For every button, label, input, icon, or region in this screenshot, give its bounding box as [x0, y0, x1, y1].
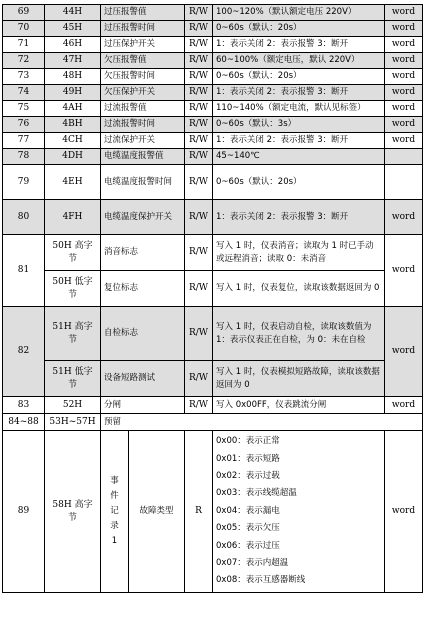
row-description: 1：表示关闭 2：表示报警 3：断开	[213, 133, 385, 149]
row-address: 48H	[45, 69, 101, 85]
row-number: 79	[3, 165, 45, 200]
row-number: 80	[3, 200, 45, 235]
row-address: 46H	[45, 37, 101, 53]
row-84-number: 84~88	[3, 414, 45, 431]
row-name: 过流保护开关	[101, 133, 185, 149]
row-description: 0~60s（默认：20s）	[213, 69, 385, 85]
fault-code-item: 0x05：表示欠压	[216, 523, 280, 534]
row-address: 4DH	[45, 149, 101, 165]
table-row-84	[3, 414, 423, 431]
row-81a-address: 50H 高字节	[45, 235, 101, 271]
table-row-89	[3, 431, 423, 593]
row-type: word	[385, 21, 423, 37]
table-row	[3, 165, 423, 200]
row-type: word	[385, 85, 423, 101]
row-83-rw: R/W	[185, 397, 213, 414]
row-address: 45H	[45, 21, 101, 37]
fault-code-item: 0x02：表示过载	[216, 470, 280, 481]
row-address: 4FH	[45, 200, 101, 235]
table-row	[3, 133, 423, 149]
row-81b-name: 复位标志	[101, 271, 185, 307]
row-type: word	[385, 101, 423, 117]
row-description: 0~60s（默认：20s）	[213, 21, 385, 37]
row-89-number: 89	[3, 431, 45, 593]
event-label-char: 1	[111, 536, 118, 546]
row-rw: R/W	[185, 21, 213, 37]
row-number: 69	[3, 5, 45, 21]
event-label-char: 事	[110, 476, 119, 486]
row-description: 110~140%（额定电流，默认见标签）	[213, 101, 385, 117]
row-81a-description: 写入 1 时，仪表消音；读取为 1 时已手动或远程消音；读取 0：未消音	[213, 235, 385, 271]
row-type: word	[385, 117, 423, 133]
row-type: word	[385, 53, 423, 69]
row-83-name: 分闸	[101, 397, 185, 414]
row-address: 4CH	[45, 133, 101, 149]
row-type: word	[385, 133, 423, 149]
event-label-char: 件	[110, 491, 119, 501]
row-rw: R/W	[185, 133, 213, 149]
table-row	[3, 21, 423, 37]
row-name: 过压保护开关	[101, 37, 185, 53]
row-89-type: word	[385, 431, 423, 593]
row-type: word	[385, 69, 423, 85]
table-row	[3, 69, 423, 85]
row-description: 1：表示关闭 2：表示报警 3：断开	[213, 200, 385, 235]
row-name: 欠压保护开关	[101, 85, 185, 101]
row-81b-description: 写入 1 时，仪表复位，读取该数据返回为 0	[213, 271, 385, 307]
register-table-body	[3, 5, 423, 235]
row-82b-name: 设备短路测试	[101, 361, 185, 397]
row-rw: R/W	[185, 69, 213, 85]
row-rw: R/W	[185, 53, 213, 69]
row-name: 电缆温度保护开关	[101, 200, 185, 235]
row-description: 1：表示关闭 2：表示报警 3：断开	[213, 37, 385, 53]
row-rw: R/W	[185, 85, 213, 101]
fault-code-item: 0x01：表示短路	[216, 453, 280, 464]
fault-code-item: 0x07：表示内超温	[216, 558, 289, 569]
row-name: 过压报警值	[101, 5, 185, 21]
row-rw: R/W	[185, 200, 213, 235]
row-name: 欠压报警时间	[101, 69, 185, 85]
table-row	[3, 53, 423, 69]
row-rw: R/W	[185, 5, 213, 21]
event-label-char: 录	[110, 521, 119, 531]
table-row	[3, 37, 423, 53]
row-82a-description: 写入 1 时，仪表启动自检，读取该数值为 1：表示仪表正在自检，为 0：未在自检	[213, 307, 385, 361]
row-number: 71	[3, 37, 45, 53]
row-address: 4AH	[45, 101, 101, 117]
row-address: 49H	[45, 85, 101, 101]
row-82a-name: 自检标志	[101, 307, 185, 361]
row-83-number: 83	[3, 397, 45, 414]
row-number: 78	[3, 149, 45, 165]
row-description: 0~60s（默认：20s）	[213, 165, 385, 200]
row-description: 60~100%（额定电压，默认 220V）	[213, 53, 385, 69]
row-81-type: word	[385, 235, 423, 307]
row-number: 73	[3, 69, 45, 85]
fault-code-item: 0x04：表示漏电	[216, 505, 280, 516]
row-81a-rw: R/W	[185, 235, 213, 271]
row-number: 76	[3, 117, 45, 133]
row-number: 70	[3, 21, 45, 37]
row-description: 0~60s（默认：3s）	[213, 117, 385, 133]
row-rw: R/W	[185, 117, 213, 133]
row-name: 电缆温度报警值	[101, 149, 185, 165]
row-type: word	[385, 37, 423, 53]
row-number: 74	[3, 85, 45, 101]
row-83-address: 52H	[45, 397, 101, 414]
event-label-char: 记	[110, 506, 119, 516]
row-82a-address: 51H 高字节	[45, 307, 101, 361]
row-82b-rw: R/W	[185, 361, 213, 397]
row-81b-address: 50H 低字节	[45, 271, 101, 307]
row-83-description: 写入 0x00FF，仪表跳流分闸	[213, 397, 385, 414]
row-84-address: 53H~57H	[45, 414, 101, 431]
row-description: 100~120%（默认额定电压 220V）	[213, 5, 385, 21]
row-number: 75	[3, 101, 45, 117]
row-84-name: 预留	[101, 414, 423, 431]
row-82a-rw: R/W	[185, 307, 213, 361]
row-address: 4BH	[45, 117, 101, 133]
row-type	[385, 149, 423, 165]
fault-code-item: 0x03：表示线缆超温	[216, 488, 297, 499]
table-row	[3, 101, 423, 117]
table-row-83	[3, 397, 423, 414]
row-rw: R/W	[185, 37, 213, 53]
row-82b-address: 51H 低字节	[45, 361, 101, 397]
row-name: 电缆温度报警时间	[101, 165, 185, 200]
table-row	[3, 200, 423, 235]
row-89-name: 故障类型	[129, 431, 185, 593]
row-number: 77	[3, 133, 45, 149]
table-row-81b	[3, 271, 423, 307]
fault-code-item: 0x06：表示过压	[216, 540, 280, 551]
register-table-body-tail	[3, 235, 423, 593]
table-row	[3, 117, 423, 133]
row-address: 44H	[45, 5, 101, 21]
fault-code-item: 0x08：表示互感器断线	[216, 575, 306, 586]
row-82-type: word	[385, 307, 423, 397]
row-rw: R/W	[185, 149, 213, 165]
row-89-rw: R	[185, 431, 213, 593]
register-table	[2, 4, 423, 593]
row-name: 过流报警时间	[101, 117, 185, 133]
table-row-82b	[3, 361, 423, 397]
table-row	[3, 149, 423, 165]
row-number: 72	[3, 53, 45, 69]
fault-code-item: 0x00：表示正常	[216, 436, 280, 447]
row-name: 欠压报警值	[101, 53, 185, 69]
row-type: word	[385, 200, 423, 235]
row-address: 47H	[45, 53, 101, 69]
row-address: 4EH	[45, 165, 101, 200]
row-82-number: 82	[3, 307, 45, 397]
table-row-81a	[3, 235, 423, 271]
table-row	[3, 85, 423, 101]
row-description: 45~140℃	[213, 149, 385, 165]
row-81a-name: 消音标志	[101, 235, 185, 271]
table-row-82a	[3, 307, 423, 361]
row-name: 过流报警值	[101, 101, 185, 117]
table-row	[3, 5, 423, 21]
row-81b-rw: R/W	[185, 271, 213, 307]
row-81-number: 81	[3, 235, 45, 307]
row-name: 过压报警时间	[101, 21, 185, 37]
row-83-type: word	[385, 397, 423, 414]
row-description: 1：表示关闭 2：表示报警 3：断开	[213, 85, 385, 101]
row-89-address: 58H 高字节	[45, 431, 101, 593]
row-89-fault-codes	[213, 431, 385, 593]
row-82b-description: 写入 1 时，仪表模拟短路故障，读取该数据返回为 0	[213, 361, 385, 397]
row-rw: R/W	[185, 101, 213, 117]
row-type: word	[385, 5, 423, 21]
row-type	[385, 165, 423, 200]
row-rw: R/W	[185, 165, 213, 200]
row-89-event-label	[101, 431, 129, 593]
